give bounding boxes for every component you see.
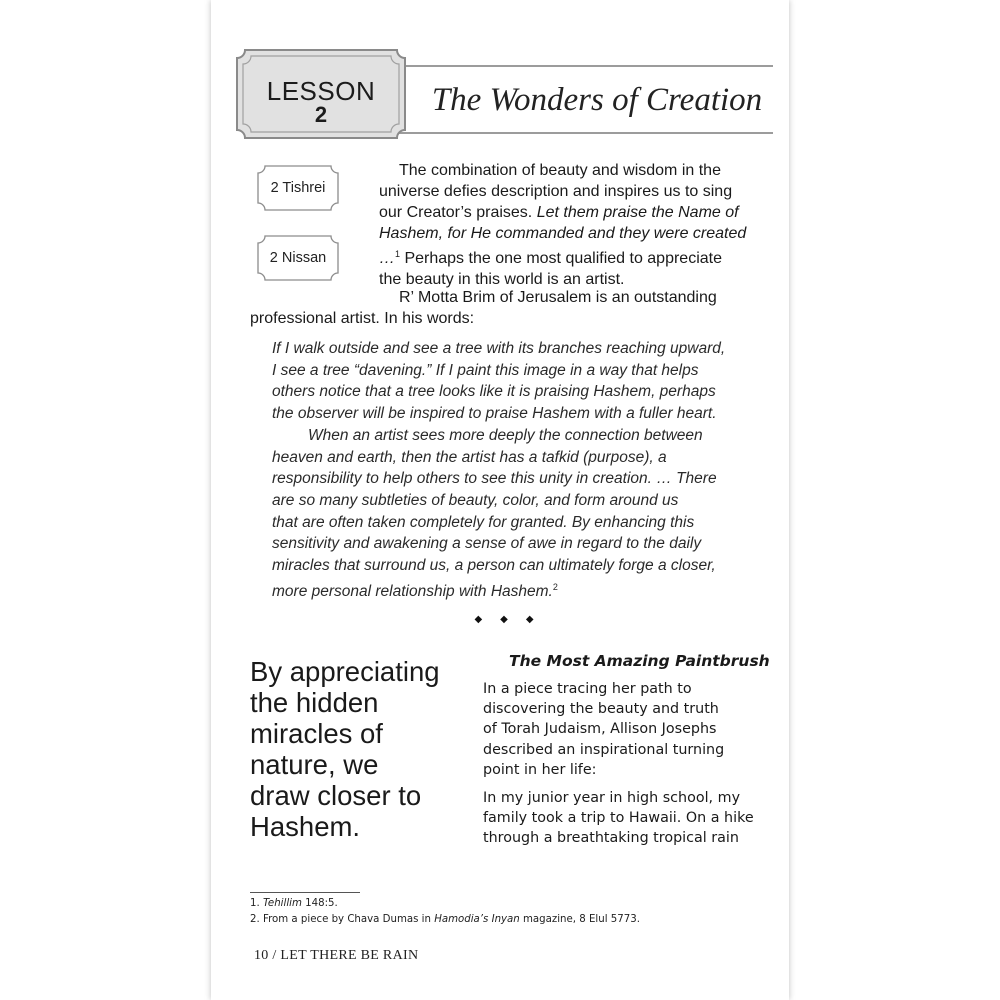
section-heading: The Most Amazing Paintbrush xyxy=(509,652,770,670)
quote-line: that are often taken completely for granted. By enhancing this xyxy=(272,513,695,531)
footnote-text: magazine, 8 Elul 5773. xyxy=(519,914,640,925)
lesson-label: LESSON xyxy=(266,76,376,106)
text-line: In a piece tracing her path to xyxy=(483,681,692,697)
text-line: professional artist. In his words: xyxy=(250,310,475,327)
quote-line: sensitivity and awakening a sense of awe in regard to the daily xyxy=(272,535,702,553)
header-rule-bottom xyxy=(391,132,773,134)
pull-quote-line: the hidden xyxy=(250,687,379,718)
section-paragraph-2 xyxy=(483,788,754,849)
quote-line: If I walk outside and see a tree with its branches reaching upward, xyxy=(272,340,726,357)
date-label: 2 Nissan xyxy=(269,250,327,266)
pull-quote-line: draw closer to xyxy=(250,780,422,811)
text-run: more personal relationship with Hashem. xyxy=(272,582,553,600)
scripture-quote: Hashem, for He commanded and they were created xyxy=(379,225,747,242)
text-line: described an inspirational turning xyxy=(483,741,725,758)
text-line: discovering the beauty and truth xyxy=(483,701,719,718)
pull-quote-line: Hashem. xyxy=(250,811,361,842)
pull-quote-line: miracles of xyxy=(250,718,383,749)
lesson-title: The Wonders of Creation xyxy=(431,82,763,118)
section-divider: ◆◆◆ xyxy=(474,614,552,625)
text-line: family took a trip to Hawaii. On a hike xyxy=(483,810,754,827)
footnote-2 xyxy=(250,914,640,925)
text-line: universe defies description and inspires us to sing xyxy=(379,183,733,200)
pull-quote-line: By appreciating xyxy=(250,656,440,687)
quote-line: heaven and earth, then the artist has a tafkid (purpose), a xyxy=(272,448,667,466)
date-label: 2 Tishrei xyxy=(270,180,326,196)
footnote-1 xyxy=(250,898,338,909)
footnote-number: 1. xyxy=(250,898,263,909)
scripture-quote: … xyxy=(379,250,395,267)
header-rule-top xyxy=(391,65,773,67)
book-page xyxy=(213,0,787,1000)
text-line: point in her life: xyxy=(483,761,597,778)
quote-line: responsibility to help others to see this unity in creation. … There xyxy=(272,470,717,488)
footnote-text: 2. From a piece by Chava Dumas in xyxy=(250,914,435,925)
quote-line: the observer will be inspired to praise Hashem with a fuller heart. xyxy=(272,405,717,423)
date-tag-tishrei xyxy=(257,165,339,211)
quote-line xyxy=(272,577,773,603)
pull-quote-line: nature, we xyxy=(250,749,379,780)
text-line xyxy=(379,244,773,269)
date-tag-nissan xyxy=(257,235,339,281)
text-line xyxy=(379,202,773,223)
text-line: the beauty in this world is an artist. xyxy=(379,271,625,288)
footnote-text: 148:5. xyxy=(301,898,338,909)
brim-paragraph xyxy=(250,287,773,329)
text-line: through a breathtaking tropical rain xyxy=(483,830,739,847)
footnote-ref[interactable]: 1 xyxy=(395,249,401,259)
text-line xyxy=(379,223,773,244)
text-line: R’ Motta Brim of Jerusalem is an outstanding xyxy=(399,289,717,306)
scripture-quote: Let them praise the Name of xyxy=(536,204,739,221)
text-line: of Torah Judaism, Allison Josephs xyxy=(483,721,717,738)
footnote-ref[interactable]: 2 xyxy=(552,581,558,592)
footnote-source: Tehillim xyxy=(262,898,302,909)
footnote-rule xyxy=(250,892,360,893)
text-run: Perhaps the one most qualified to appreciate xyxy=(400,250,722,267)
quote-line: I see a tree “davening.” If I paint this image in a way that helps xyxy=(272,361,699,379)
text-run: our Creator’s praises. xyxy=(379,204,533,221)
lesson-number: 2 xyxy=(314,102,328,127)
quote-line: are so many subtleties of beauty, color, and form around us xyxy=(272,491,679,509)
text-line: The combination of beauty and wisdom in the xyxy=(399,162,721,179)
footnote-source: Hamodia’s Inyan xyxy=(434,914,520,925)
quote-line: miracles that surround us, a person can ultimately forge a closer, xyxy=(272,557,716,575)
section-paragraph-1 xyxy=(483,679,724,780)
lesson-badge xyxy=(231,44,411,144)
quote-line: others notice that a tree looks like it is praising Hashem, perhaps xyxy=(272,383,716,401)
quote-line: When an artist sees more deeply the connection between xyxy=(308,426,703,444)
text-line: In my junior year in high school, my xyxy=(483,790,741,806)
intro-paragraph xyxy=(379,160,773,290)
page-folio: 10 / LET THERE BE RAIN xyxy=(254,948,419,963)
pull-quote xyxy=(250,656,440,842)
artist-quote xyxy=(272,338,773,602)
